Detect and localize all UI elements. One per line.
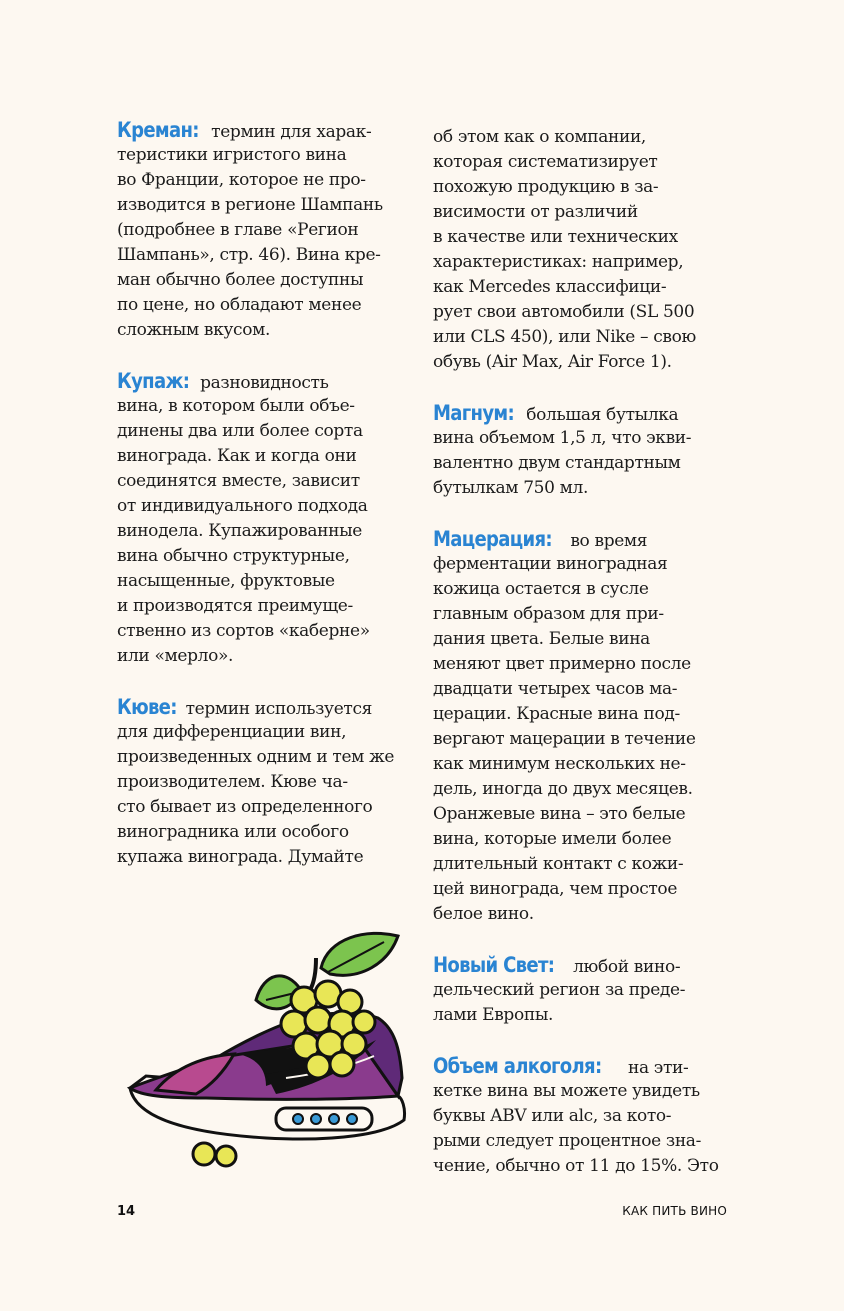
entry-first-line — [117, 695, 417, 720]
entry-first-line — [117, 118, 417, 143]
entry-line: сложным вкусом. — [117, 320, 271, 340]
entry-line: теристики игристого вина — [117, 145, 347, 165]
entry-line: лами Европы. — [433, 1005, 554, 1025]
entry-line: цей винограда, чем простое — [433, 879, 678, 899]
entry-line: или «мерло». — [117, 646, 234, 666]
entry-text: термин используется — [185, 699, 373, 719]
entry-first-line — [433, 1054, 733, 1079]
entry-line: вина объемом 1,5 л, что экви- — [433, 428, 692, 448]
entry-term: Купаж: — [117, 369, 190, 393]
entry-line: производителем. Кюве ча- — [117, 772, 348, 792]
glossary-entry-alcohol-volume — [433, 1054, 733, 1179]
entry-line: вина, в котором были объе- — [117, 396, 355, 416]
entry-line: ферментации виноградная — [433, 554, 668, 574]
entry-line: дания цвета. Белые вина — [433, 629, 650, 649]
entry-line: характеристиках: например, — [433, 252, 684, 272]
entry-text: термин для харак- — [211, 122, 372, 142]
glossary-entry-blend — [117, 369, 417, 669]
entry-line: вергают мацерации в течение — [433, 729, 696, 749]
entry-text: разновидность — [200, 373, 329, 393]
entry-line: бутылкам 750 мл. — [433, 478, 589, 498]
entry-line: похожую продукцию в за- — [433, 177, 659, 197]
entry-line: как Mercedes классифици- — [433, 277, 667, 297]
entry-line: как минимум нескольких не- — [433, 754, 686, 774]
page-number: 14 — [117, 1204, 136, 1219]
entry-line: об этом как о компании, — [433, 127, 646, 147]
entry-line: Оранжевые вина – это белые — [433, 804, 686, 824]
glossary-entry-magnum — [433, 401, 733, 501]
entry-line: дель, иногда до двух месяцев. — [433, 779, 693, 799]
entry-line: вина обычно структурные, — [117, 546, 350, 566]
entry-line: винограда. Как и когда они — [117, 446, 357, 466]
entry-line: чение, обычно от 11 до 15%. Это — [433, 1156, 719, 1176]
entry-line: винодела. Купажированные — [117, 521, 363, 541]
entry-line: висимости от различий — [433, 202, 638, 222]
right-column — [433, 125, 733, 1205]
entry-term: Новый Свет: — [433, 953, 555, 977]
entry-line: виноградника или особого — [117, 822, 349, 842]
entry-text: во время — [570, 531, 648, 551]
entry-line: сто бывает из определенного — [117, 797, 373, 817]
entry-line: в качестве или технических — [433, 227, 678, 247]
entry-first-line — [433, 953, 733, 978]
entry-line: меняют цвет примерно после — [433, 654, 691, 674]
entry-line: во Франции, которое не про- — [117, 170, 366, 190]
entry-line: длительный контакт с кожи- — [433, 854, 684, 874]
entry-term: Мацерация: — [433, 527, 552, 551]
entry-line: рыми следует процентное зна- — [433, 1131, 701, 1151]
entry-line: динены два или более сорта — [117, 421, 363, 441]
entry-line: ственно из сортов «каберне» — [117, 621, 370, 641]
entry-line: произведенных одним и тем же — [117, 747, 395, 767]
entry-line: главным образом для при- — [433, 604, 664, 624]
entry-term: Магнум: — [433, 401, 515, 425]
entry-line: и производятся преимуще- — [117, 596, 353, 616]
entry-line: или CLS 450), или Nike – свою — [433, 327, 696, 347]
entry-first-line — [433, 527, 733, 552]
entry-line: которая систематизирует — [433, 152, 658, 172]
entry-line: дельческий регион за преде- — [433, 980, 686, 1000]
glossary-entry-new-world — [433, 953, 733, 1028]
entry-line: от индивидуального подхода — [117, 496, 368, 516]
entry-line: насыщенные, фруктовые — [117, 571, 335, 591]
entry-line: купажа винограда. Думайте — [117, 847, 364, 867]
entry-term: Кюве: — [117, 695, 177, 719]
entry-line: белое вино. — [433, 904, 534, 924]
entry-line: по цене, но обладают менее — [117, 295, 362, 315]
sneaker-with-grapes-icon — [116, 928, 412, 1172]
left-column — [117, 118, 417, 896]
entry-term: Объем алкоголя: — [433, 1054, 602, 1078]
entry-first-line — [117, 369, 417, 394]
entry-line: для дифференциации вин, — [117, 722, 347, 742]
entry-line: кетке вина вы можете увидеть — [433, 1081, 700, 1101]
entry-line: буквы ABV или alc, за кото- — [433, 1106, 672, 1126]
entry-line: церации. Красные вина под- — [433, 704, 680, 724]
entry-line: Шампань», стр. 46). Вина кре- — [117, 245, 381, 265]
entry-line: изводится в регионе Шампань — [117, 195, 383, 215]
entry-line: соединятся вместе, зависит — [117, 471, 360, 491]
entry-line: ман обычно более доступны — [117, 270, 364, 290]
entry-line: рует свои автомобили (SL 500 — [433, 302, 695, 322]
entry-line: валентно двум стандартным — [433, 453, 681, 473]
entry-line: кожица остается в сусле — [433, 579, 649, 599]
entry-line: (подробнее в главе «Регион — [117, 220, 359, 240]
entry-line: обувь (Air Max, Air Force 1). — [433, 352, 672, 372]
entry-text: большая бутылка — [526, 405, 679, 425]
entry-line: вина, которые имели более — [433, 829, 672, 849]
glossary-entry-cremant — [117, 118, 417, 343]
glossary-entry-cuvee — [117, 695, 417, 870]
cuvee-continuation — [433, 125, 733, 375]
running-title: КАК ПИТЬ ВИНО — [622, 1204, 727, 1218]
entry-text: любой вино- — [573, 957, 681, 977]
entry-line: двадцати четырех часов ма- — [433, 679, 678, 699]
entry-text: на эти- — [627, 1058, 689, 1078]
entry-first-line — [433, 401, 733, 426]
entry-term: Креман: — [117, 118, 199, 142]
glossary-entry-maceration — [433, 527, 733, 927]
